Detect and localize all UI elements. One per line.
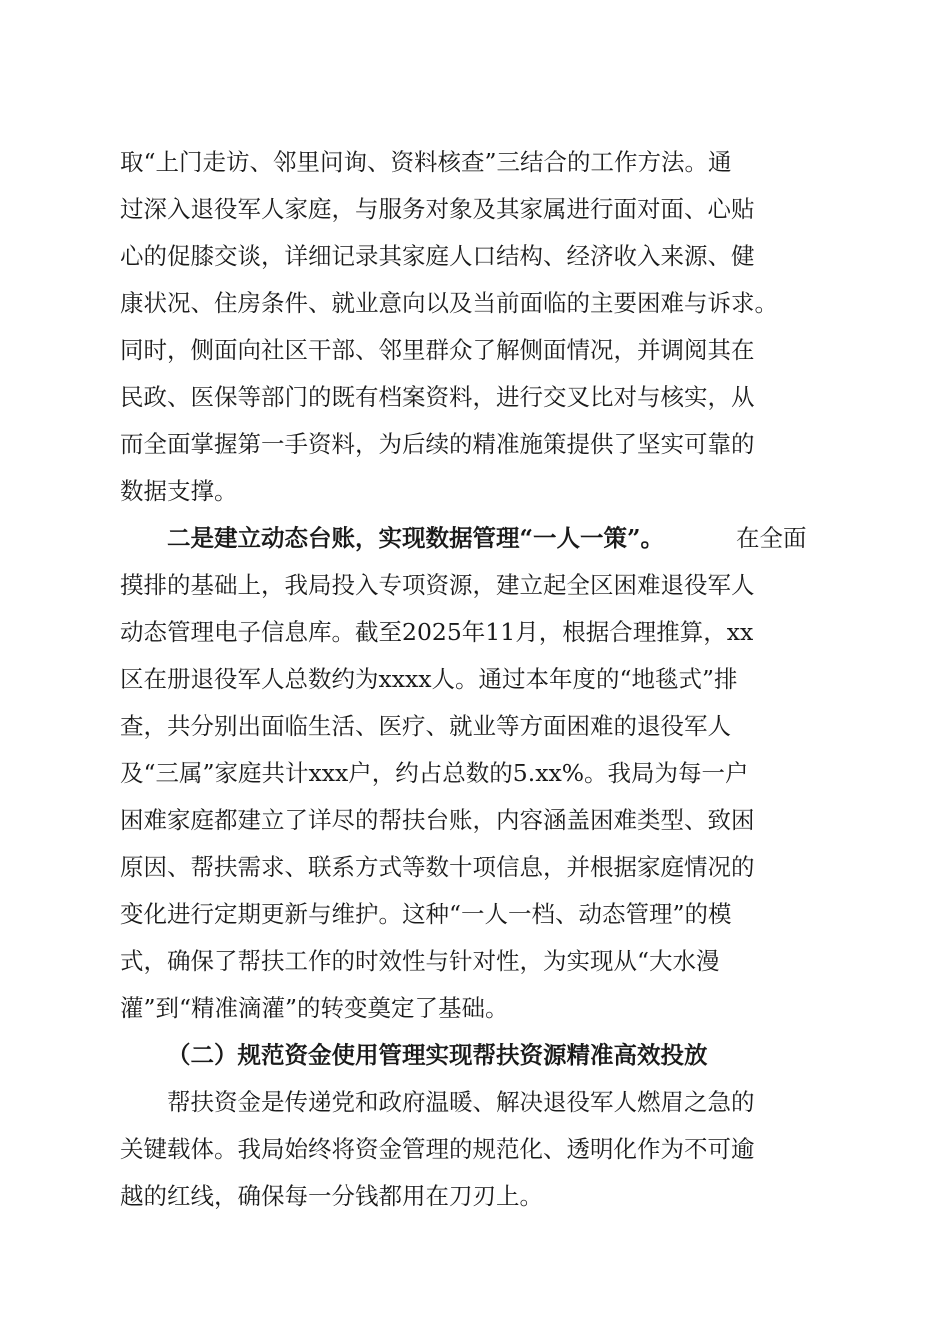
line-text: 变化进行定期更新与维护。这种“一人一档、动态管理”的模 xyxy=(120,900,732,928)
section-lead-line xyxy=(0,516,950,560)
text-line xyxy=(0,469,950,513)
line-text: 取“上门走访、邻里问询、资料核查”三结合的工作方法。通 xyxy=(120,148,732,176)
text-line xyxy=(0,1174,950,1218)
text-line xyxy=(0,1080,950,1124)
text-line xyxy=(0,187,950,231)
line-text: 康状况、住房条件、就业意向以及当前面临的主要困难与诉求。 xyxy=(120,289,778,317)
text-line xyxy=(0,328,950,372)
section-lead-tail: 在全面 xyxy=(736,524,807,552)
text-line xyxy=(0,986,950,1030)
text-line xyxy=(0,657,950,701)
text-line xyxy=(0,234,950,278)
text-line xyxy=(0,751,950,795)
line-text: 过深入退役军人家庭，与服务对象及其家属进行面对面、心贴 xyxy=(120,195,755,223)
line-text: 困难家庭都建立了详尽的帮扶台账，内容涵盖困难类型、致困 xyxy=(120,806,755,834)
line-text: 动态管理电子信息库。截至2025年11月，根据合理推算，xx xyxy=(120,618,754,646)
line-text: 灌”到“精准滴灌”的转变奠定了基础。 xyxy=(120,994,509,1022)
line-text: 原因、帮扶需求、联系方式等数十项信息，并根据家庭情况的 xyxy=(120,853,755,881)
line-text: 及“三属”家庭共计xxx户，约占总数的5.xx%。我局为每一户 xyxy=(120,759,749,787)
text-line xyxy=(0,422,950,466)
line-text: 区在册退役军人总数约为xxxx人。通过本年度的“地毯式”排 xyxy=(120,665,738,693)
line-text: 越的红线，确保每一分钱都用在刀刃上。 xyxy=(120,1182,543,1210)
line-text: 民政、医保等部门的既有档案资料，进行交叉比对与核实，从 xyxy=(120,383,755,411)
line-text: 查，共分别出面临生活、医疗、就业等方面困难的退役军人 xyxy=(120,712,731,740)
text-line xyxy=(0,1127,950,1171)
text-line xyxy=(0,798,950,842)
text-line xyxy=(0,939,950,983)
line-text: 数据支撑。 xyxy=(120,477,238,505)
line-text: 摸排的基础上，我局投入专项资源，建立起全区困难退役军人 xyxy=(120,571,755,599)
section-lead-heading: 二是建立动态台账，实现数据管理“一人一策”。 xyxy=(167,524,665,552)
text-line xyxy=(0,892,950,936)
line-text: 关键载体。我局始终将资金管理的规范化、透明化作为不可逾 xyxy=(120,1135,755,1163)
line-text: 而全面掌握第一手资料，为后续的精准施策提供了坚实可靠的 xyxy=(120,430,755,458)
text-line xyxy=(0,281,950,325)
text-line xyxy=(0,845,950,889)
subsection-heading-text: （二）规范资金使用管理实现帮扶资源精准高效投放 xyxy=(167,1041,708,1069)
text-line xyxy=(0,610,950,654)
text-line xyxy=(0,704,950,748)
text-line xyxy=(0,375,950,419)
line-text: 心的促膝交谈，详细记录其家庭人口结构、经济收入来源、健 xyxy=(120,242,755,270)
line-text: 同时，侧面向社区干部、邻里群众了解侧面情况，并调阅其在 xyxy=(120,336,755,364)
line-text: 式，确保了帮扶工作的时效性与针对性，为实现从“大水漫 xyxy=(120,947,720,975)
line-text: 帮扶资金是传递党和政府温暖、解决退役军人燃眉之急的 xyxy=(167,1088,755,1116)
text-line xyxy=(0,140,950,184)
subsection-heading xyxy=(0,1033,950,1077)
text-line xyxy=(0,563,950,607)
